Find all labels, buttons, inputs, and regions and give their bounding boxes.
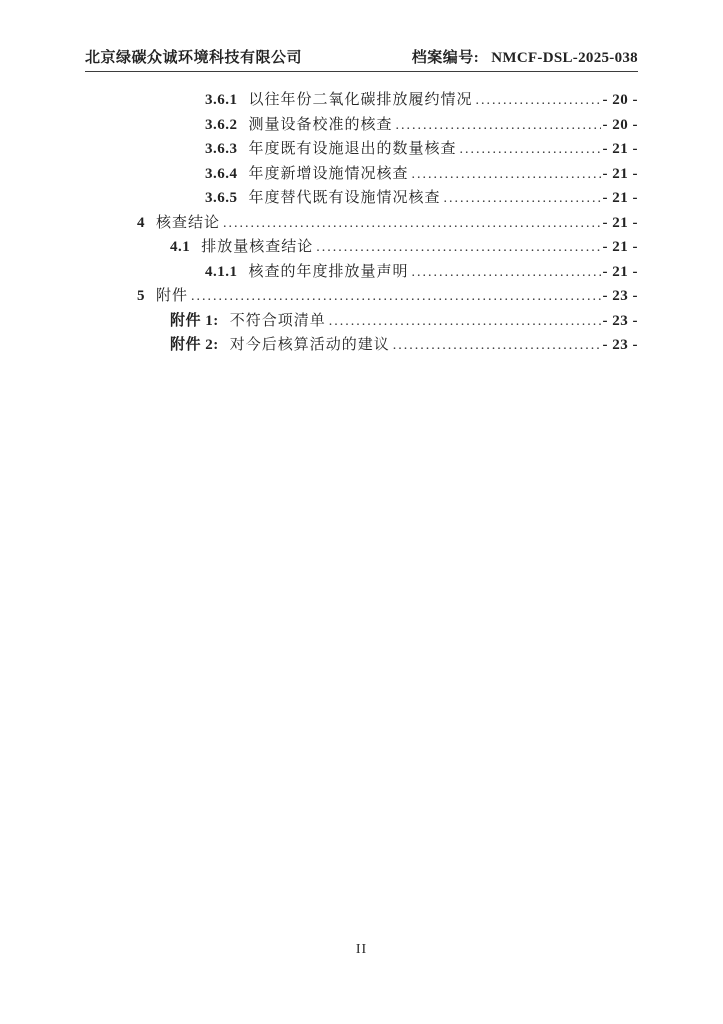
toc-entry-page: - 21 - (602, 214, 638, 231)
toc-entry-page: - 21 - (602, 263, 638, 280)
toc-entry-number: 3.6.5 (205, 190, 238, 206)
toc-entry-title: 不符合项清单 (229, 312, 326, 329)
toc-entry[interactable] (85, 284, 638, 309)
toc-entry-page: - 21 - (602, 190, 638, 206)
toc-entry-title: 测量设备校准的核查 (248, 116, 393, 133)
toc-leader-dots (396, 113, 601, 139)
company-name: 北京绿碳众诚环境科技有限公司 (85, 50, 303, 66)
toc-leader-dots (329, 309, 601, 335)
file-number-value: NMCF-DSL-2025-038 (491, 50, 638, 66)
toc-entry-number: 附件 1: (170, 312, 219, 329)
toc-entry-number: 4 (137, 214, 145, 231)
toc-entry[interactable] (85, 235, 638, 260)
toc-entry-title: 排放量核查结论 (201, 239, 314, 255)
toc-entry[interactable] (85, 260, 638, 285)
toc-leader-dots (393, 333, 601, 359)
toc-entry-page: - 21 - (602, 239, 638, 255)
toc-entry[interactable] (85, 211, 638, 236)
toc-entry-number: 附件 2: (170, 337, 219, 353)
toc-entry-number: 3.6.4 (205, 165, 238, 182)
toc-leader-dots (460, 137, 601, 163)
toc-entry[interactable] (85, 333, 638, 358)
toc-entry[interactable] (85, 309, 638, 334)
toc-entry-title: 年度新增设施情况核查 (248, 165, 409, 182)
toc-entry-title: 核查的年度排放量声明 (248, 263, 409, 280)
toc-leader-dots (412, 162, 601, 188)
toc-entry-title: 核查结论 (156, 214, 221, 231)
toc-entry-title: 以往年份二氧化碳排放履约情况 (248, 92, 473, 108)
page-number: II (355, 942, 368, 957)
toc-entry[interactable] (85, 162, 638, 187)
toc-entry[interactable] (85, 113, 638, 138)
toc-entry-page: - 20 - (602, 116, 638, 133)
toc-entry-number: 3.6.3 (205, 141, 238, 157)
page-footer (0, 942, 723, 958)
toc-leader-dots (191, 284, 600, 310)
toc-entry-title: 年度替代既有设施情况核查 (248, 190, 441, 206)
page-header (85, 46, 638, 72)
toc-entry-page: - 23 - (602, 337, 638, 353)
toc-entry[interactable] (85, 88, 638, 113)
toc-leader-dots (476, 88, 601, 114)
file-number-label: 档案编号: (411, 50, 480, 66)
toc-entry-number: 5 (137, 288, 145, 304)
table-of-contents (85, 88, 638, 358)
file-number (412, 46, 638, 67)
toc-leader-dots (412, 260, 601, 286)
toc-entry-title: 对今后核算活动的建议 (229, 337, 390, 353)
toc-entry-page: - 20 - (602, 92, 638, 108)
toc-entry-page: - 21 - (602, 141, 638, 157)
toc-entry-number: 3.6.2 (205, 116, 238, 133)
toc-leader-dots (316, 235, 600, 261)
toc-entry-title: 附件 (156, 288, 189, 304)
toc-entry[interactable] (85, 137, 638, 162)
toc-entry-page: - 21 - (602, 165, 638, 182)
toc-entry[interactable] (85, 186, 638, 211)
toc-leader-dots (223, 211, 600, 237)
toc-entry-number: 4.1.1 (205, 263, 238, 280)
toc-entry-number: 3.6.1 (205, 92, 238, 108)
toc-entry-title: 年度既有设施退出的数量核查 (248, 141, 457, 157)
toc-entry-page: - 23 - (602, 312, 638, 329)
toc-entry-number: 4.1 (170, 239, 191, 255)
toc-leader-dots (444, 186, 601, 212)
toc-entry-page: - 23 - (602, 288, 638, 304)
